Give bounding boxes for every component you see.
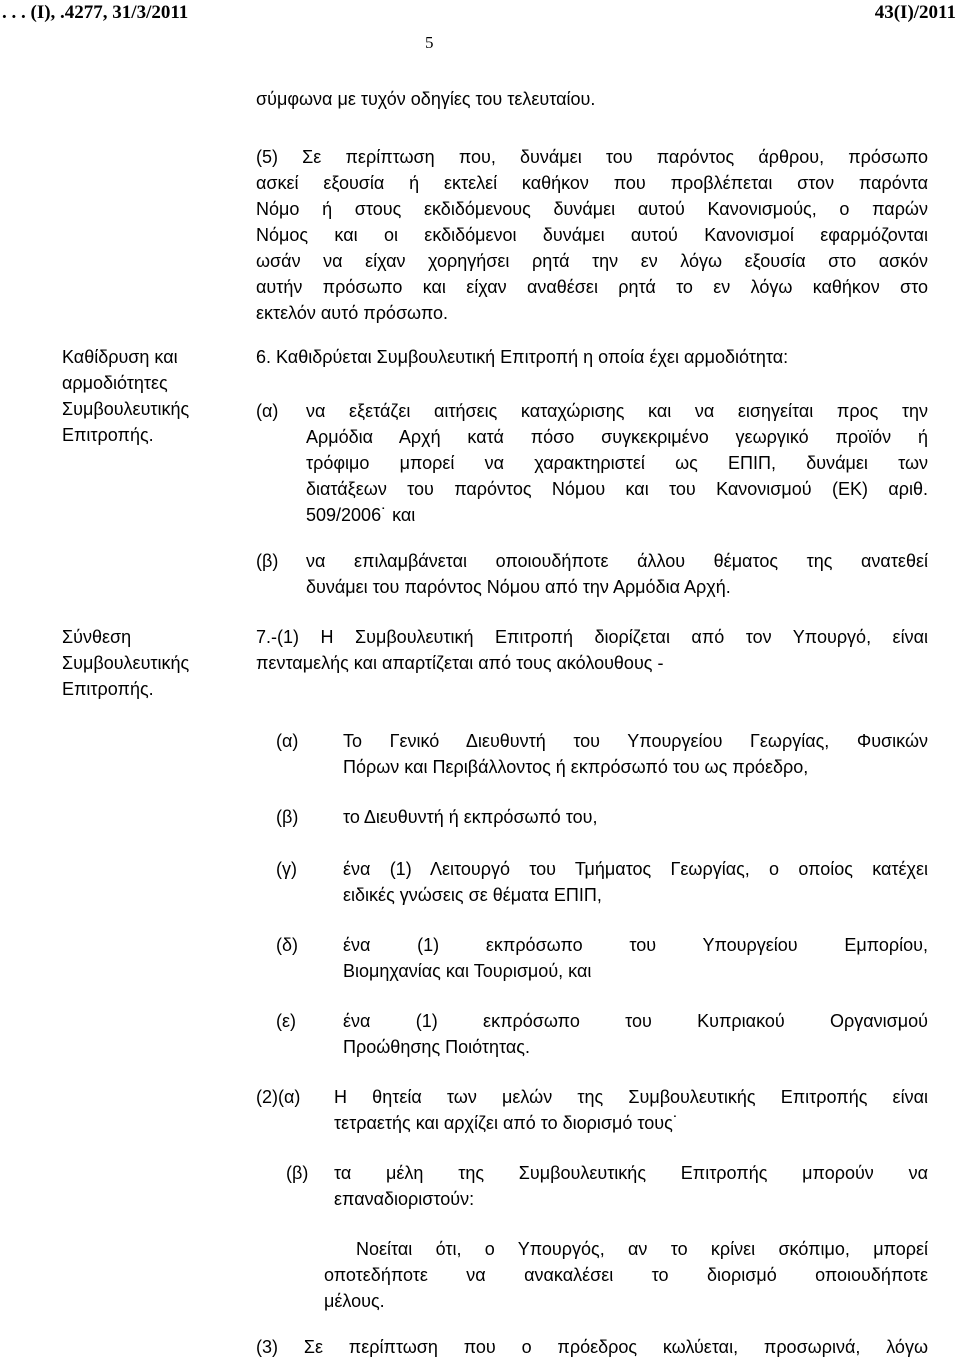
text-line: να επιλαμβάνεται οποιουδήποτε άλλου θέματος της ανατεθεί [306, 551, 928, 571]
text-line: ωσάν να είχαν χορηγήσει ρητά την εν λόγω εξουσία στο ασκόν [256, 251, 928, 271]
margin-note-establishment [62, 344, 189, 448]
section-7-para-2b [334, 1160, 928, 1212]
section-7-item-a-label: (α) [276, 731, 299, 751]
section-7-item-e [343, 1008, 928, 1060]
text-line: να εξετάζει αιτήσεις καταχώρισης και να εισηγείται προς την [306, 401, 928, 421]
text-line: τα μέλη της Συμβουλευτικής Επιτροπής μπορούν να [334, 1163, 928, 1183]
header-law-number: 43(Ι)/2011 [874, 2, 956, 23]
margin-note-composition [62, 624, 189, 702]
section-7-para-2b-label: (β) [286, 1163, 309, 1183]
text-line: Προώθησης Ποιότητας. [343, 1037, 530, 1057]
text-line: Βιομηχανίας και Τουρισμού, και [343, 961, 592, 981]
section-7-proviso [324, 1236, 928, 1314]
text-line: Νοείται ότι, ο Υπουργός, αν το κρίνει σκόπιμο, μπορεί [356, 1239, 928, 1259]
section-6-item-a-label: (α) [256, 401, 279, 421]
text-line: αυτήν πρόσωπο και είχαν αναθέσει ρητά το εν λόγω καθήκον στο [256, 277, 928, 297]
section-7-item-d-label: (δ) [276, 935, 299, 955]
section-7-para-2a [334, 1084, 928, 1136]
text-line: Το Γενικό Διευθυντή του Υπουργείου Γεωργίας, Φυσικών [343, 731, 928, 751]
text-line: τετραετής και αρχίζει από το διορισμό τους˙ [334, 1113, 679, 1133]
margin-note-line: αρμοδιότητες [62, 373, 168, 393]
text-line: οποτεδήποτε να ανακαλέσει το διορισμό οποιουδήποτε [324, 1265, 928, 1285]
section-7-item-g-label: (γ) [276, 859, 297, 879]
text-line: 7.-(1) Η Συμβουλευτική Επιτροπή διορίζεται από τον Υπουργό, είναι [256, 627, 928, 647]
continuation-line: σύμφωνα με τυχόν οδηγίες του τελευταίου. [256, 89, 596, 109]
section-7-item-a [343, 728, 928, 780]
text-line: Πόρων και Περιβάλλοντος ή εκπρόσωπό του ως πρόεδρο, [343, 757, 809, 777]
margin-note-line: Επιτροπής. [62, 679, 154, 699]
paragraph-5 [256, 144, 928, 326]
section-6-intro: 6. Καθιδρύεται Συμβουλευτική Επιτροπή η οποία έχει αρμοδιότητα: [256, 347, 789, 367]
text-line: Νόμος και οι εκδιδόμενοι δυνάμει αυτού Κανονισμοί εφαρμόζονται [256, 225, 928, 245]
section-7-item-d [343, 932, 928, 984]
section-7-item-g [343, 856, 928, 908]
text-line: ειδικές γνώσεις σε θέματα ΕΠΙΠ, [343, 885, 602, 905]
section-7-para-3 [256, 1334, 928, 1360]
page-header [0, 0, 960, 28]
section-7-para-2a-label: (2)(α) [256, 1087, 301, 1107]
text-line: πενταμελής και απαρτίζεται από τους ακόλουθους - [256, 653, 664, 673]
margin-note-line: Συμβουλευτικής [62, 653, 190, 673]
section-7-item-b-label: (β) [276, 807, 299, 827]
text-line: εκτελόν αυτό πρόσωπο. [256, 303, 449, 323]
margin-note-line: Επιτροπής. [62, 425, 154, 445]
text-line: ένα (1) εκπρόσωπο του Υπουργείου Εμπορίου, [343, 935, 928, 955]
section-7-intro [256, 624, 928, 676]
section-6-item-b-label: (β) [256, 551, 279, 571]
text-line: 509/2006˙ και [306, 505, 416, 525]
text-line: (3) Σε περίπτωση που ο πρόεδρος κωλύεται, προσωρινά, λόγω [256, 1337, 928, 1357]
text-line: επαναδιοριστούν: [334, 1189, 475, 1209]
section-7-item-e-label: (ε) [276, 1011, 297, 1031]
text-line: ένα (1) Λειτουργό του Τμήματος Γεωργίας, ο οποίος κατέχει [343, 859, 928, 879]
section-6-item-a [306, 398, 928, 528]
text-line: δυνάμει του παρόντος Νόμου από την Αρμόδια Αρχή. [306, 577, 731, 597]
text-line: μέλους. [324, 1291, 385, 1311]
section-7-item-b: το Διευθυντή ή εκπρόσωπό του, [343, 807, 598, 827]
margin-note-line: Συμβουλευτικής [62, 399, 190, 419]
text-line: Αρμόδια Αρχή κατά πόσο συγκεκριμένο γεωργικό προϊόν ή [306, 427, 928, 447]
page-number: 5 [425, 33, 434, 52]
margin-note-line: Καθίδρυση και [62, 347, 178, 367]
margin-note-line: Σύνθεση [62, 627, 132, 647]
text-line: Η θητεία των μελών της Συμβουλευτικής Επιτροπής είναι [334, 1087, 928, 1107]
text-line: ένα (1) εκπρόσωπο του Κυπριακού Οργανισμού [343, 1011, 928, 1031]
header-gazette-ref: . . . (Ι), .4277, 31/3/2011 [2, 2, 189, 23]
text-line: ασκεί εξουσία ή εκτελεί καθήκον που προβλέπεται στον παρόντα [256, 173, 928, 193]
section-6-item-b [306, 548, 928, 600]
text-line: Νόμο ή στους εκδιδόμενους δυνάμει αυτού Κανονισμούς, ο παρών [256, 199, 928, 219]
text-line: τρόφιμο μπορεί να χαρακτηριστεί ως ΕΠΙΠ, δυνάμει των [306, 453, 928, 473]
text-line: (5) Σε περίπτωση που, δυνάμει του παρόντος άρθρου, πρόσωπο [256, 147, 928, 167]
text-line: διατάξεων του παρόντος Νόμου και του Κανονισμού (ΕΚ) αριθ. [306, 479, 928, 499]
